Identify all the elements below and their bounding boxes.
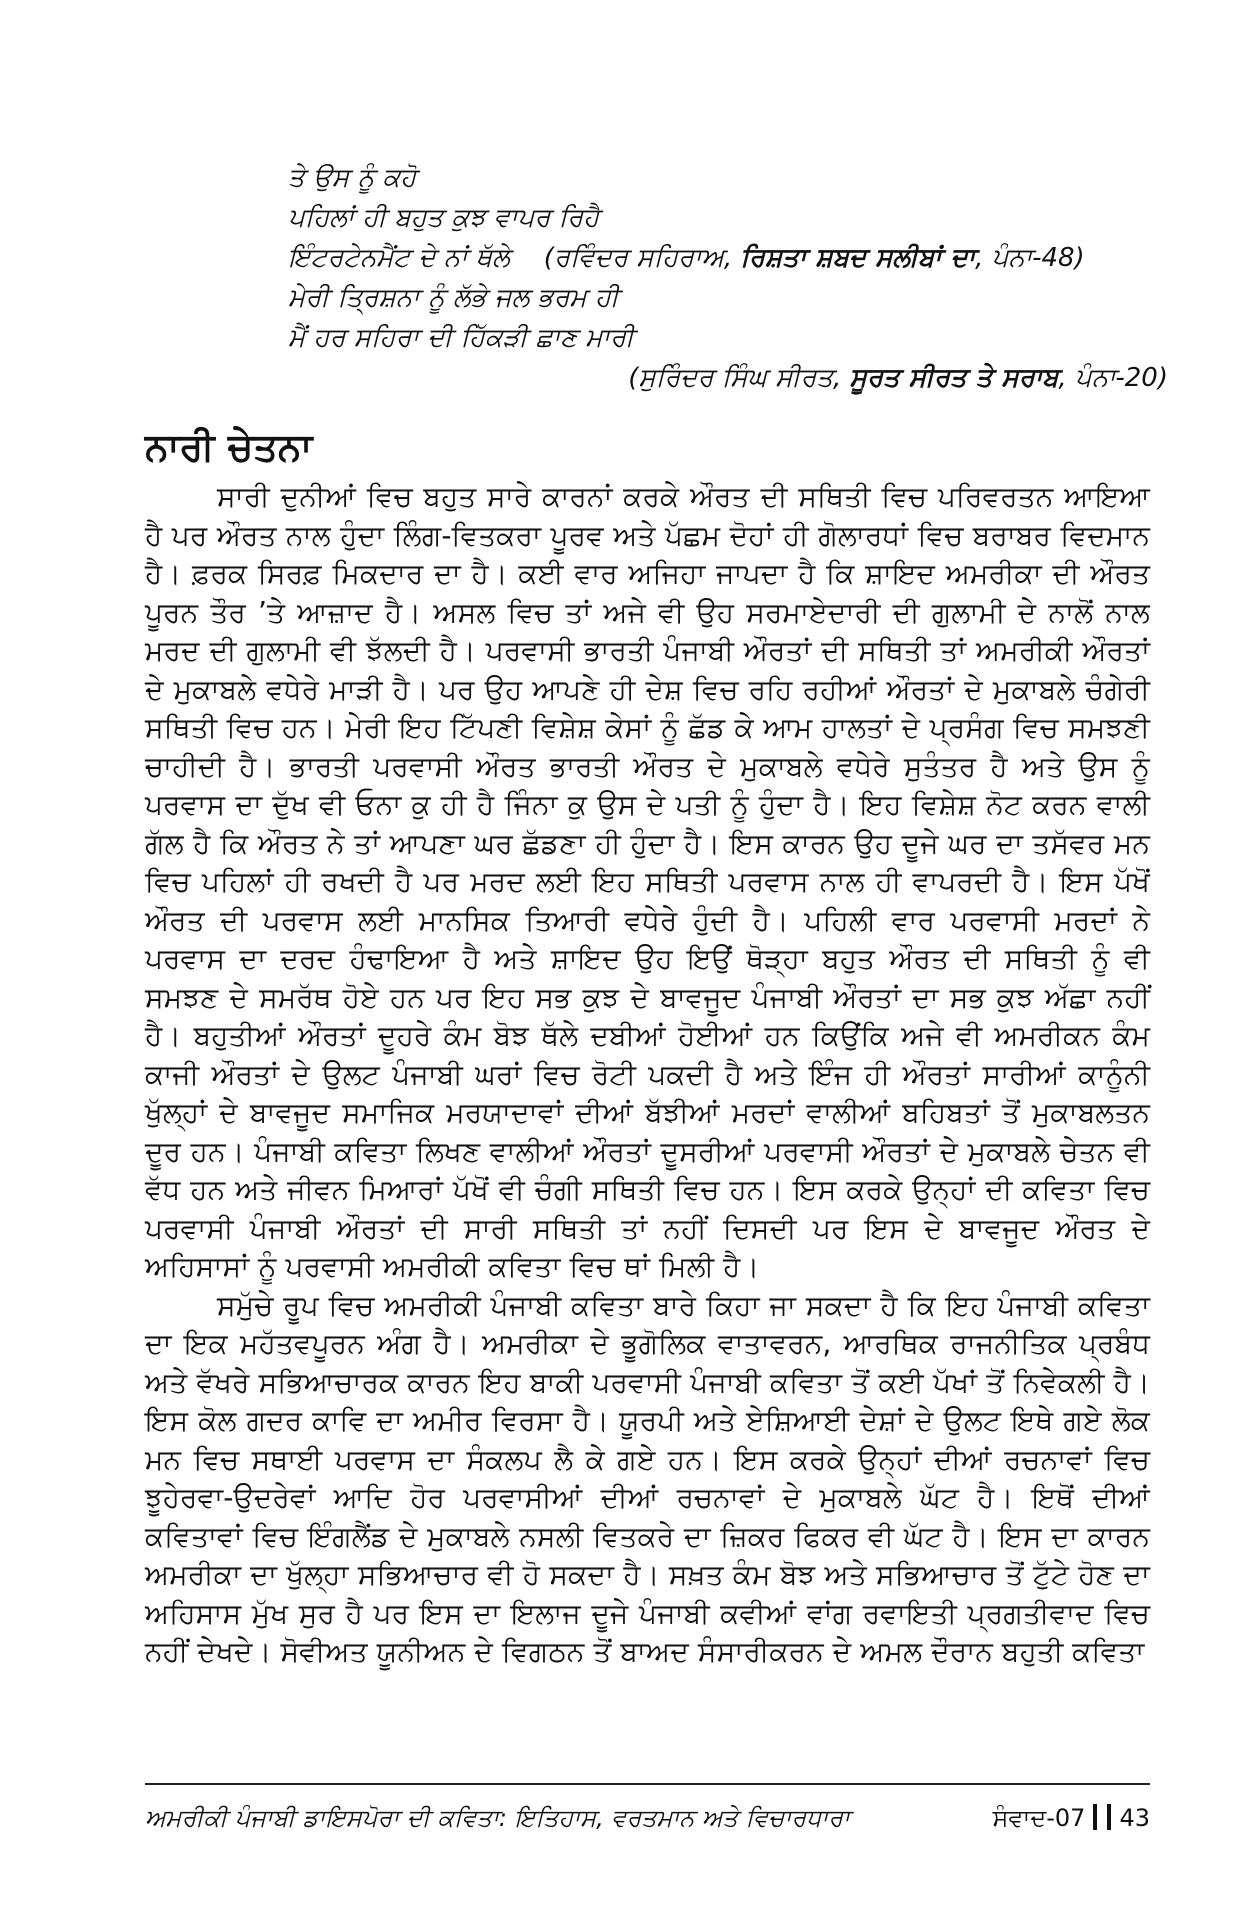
poem-line: ਪਹਿਲਾਂ ਹੀ ਬਹੁਤ ਕੁਝ ਵਾਪਰ ਰਿਹੈ	[288, 203, 600, 233]
citation-surinder-singh-seerat	[288, 358, 1168, 398]
poem-line: ਮੇਰੀ ਤ੍ਰਿਸ਼ਨਾ ਨੂੰ ਲੱਭੇ ਜਲ ਭਰਮ ਹੀ	[288, 283, 619, 313]
citation-author: (ਰਵਿੰਦਰ ਸਹਿਰਾਅ,	[543, 243, 741, 273]
body-paragraph: ਸਮੁੱਚੇ ਰੂਪ ਵਿਚ ਅਮਰੀਕੀ ਪੰਜਾਬੀ ਕਵਿਤਾ ਬਾਰੇ ਕਿਹਾ ਜਾ ਸਕਦਾ ਹੈ ਕਿ ਇਹ ਪੰਜਾਬੀ ਕਵਿਤਾ ਦਾ ਇਕ ਮਹੱਤਵਪੂਰਨ ਅੰਗ ਹੈ। ਅਮਰੀਕਾ ਦੇ ਭੂਗੋਲਿਕ ਵਾਤਾਵਰਨ, ਆਰਥਿਕ ਰਾਜਨੀਤਿਕ ਪ੍ਰਬੰਧ ਅਤੇ ਵੱਖਰੇ ਸਭਿਆਚਾਰਕ ਕਾਰਨ ਇਹ ਬਾਕੀ ਪਰਵਾਸੀ ਪੰਜਾਬੀ ਕਵਿਤਾ ਤੋਂ ਕਈ ਪੱਖਾਂ ਤੋਂ ਨਿਵੇਕਲੀ ਹੈ। ਇਸ ਕੋਲ ਗਦਰ ਕਾਵਿ ਦਾ ਅਮੀਰ ਵਿਰਸਾ ਹੈ। ਯੂਰਪੀ ਅਤੇ ਏਸ਼ਿਆਈ ਦੇਸ਼ਾਂ ਦੇ ਉਲਟ ਇਥੇ ਗਏ ਲੋਕ ਮਨ ਵਿਚ ਸਥਾਈ ਪਰਵਾਸ ਦਾ ਸੰਕਲਪ ਲੈ ਕੇ ਗਏ ਹਨ। ਇਸ ਕਰਕੇ ਉਨ੍ਹਾਂ ਦੀਆਂ ਰਚਨਾਵਾਂ ਵਿਚ ਝੂਹੇਰਵਾ-ਉਦਰੇਵਾਂ ਆਦਿ ਹੋਰ ਪਰਵਾਸੀਆਂ ਦੀਆਂ ਰਚਨਾਵਾਂ ਦੇ ਮੁਕਾਬਲੇ ਘੱਟ ਹੈ। ਇਥੋਂ ਦੀਆਂ ਕਵਿਤਾਵਾਂ ਵਿਚ ਇੰਗਲੈਂਡ ਦੇ ਮੁਕਾਬਲੇ ਨਸਲੀ ਵਿਤਕਰੇ ਦਾ ਜ਼ਿਕਰ ਫਿਕਰ ਵੀ ਘੱਟ ਹੈ। ਇਸ ਦਾ ਕਾਰਨ ਅਮਰੀਕਾ ਦਾ ਖੁੱਲ੍ਹਾ ਸਭਿਆਚਾਰ ਵੀ ਹੋ ਸਕਦਾ ਹੈ। ਸਖ਼ਤ ਕੰਮ ਬੋਝ ਅਤੇ ਸਭਿਆਚਾਰ ਤੋਂ ਟੁੱਟੇ ਹੋਣ ਦਾ ਅਹਿਸਾਸ ਮੁੱਖ ਸੁਰ ਹੈ ਪਰ ਇਸ ਦਾ ਇਲਾਜ ਦੂਜੇ ਪੰਜਾਬੀ ਕਵੀਆਂ ਵਾਂਗ ਰਵਾਇਤੀ ਪ੍ਰਗਤੀਵਾਦ ਵਿਚ ਨਹੀਂ ਦੇਖਦੇ। ਸੋਵੀਅਤ ਯੂਨੀਅਨ ਦੇ ਵਿਗਠਨ ਤੋਂ ਬਾਅਦ ਸੰਸਾਰੀਕਰਨ ਦੇ ਅਮਲ ਦੌਰਾਨ ਬਹੁਤੀ ਕਵਿਤਾ	[145, 1288, 1150, 1668]
section-heading: ਨਾਰੀ ਚੇਤਨਾ	[145, 425, 313, 469]
poem-line-with-citation	[288, 238, 1168, 278]
citation-page: , ਪੰਨਾ-20)	[1058, 363, 1168, 393]
citation-book-title: ਰਿਸ਼ਤਾ ਸ਼ਬਦ ਸਲੀਬਾਂ ਦਾ	[740, 243, 976, 273]
running-title: ਅਮਰੀਕੀ ਪੰਜਾਬੀ ਡਾਇਸਪੋਰਾ ਦੀ ਕਵਿਤਾ: ਇਤਿਹਾਸ, ਵਰਤਮਾਨ ਅਤੇ ਵਿਚਾਰਧਾਰਾ	[145, 1804, 850, 1832]
citation-page: , ਪੰਨਾ-48)	[975, 243, 1085, 273]
footer-issue-and-page	[992, 1798, 1150, 1838]
citation-ravinder-sahiraa	[544, 243, 1085, 273]
citation-author: (ਸੁਰਿੰਦਰ ਸਿੰਘ ਸੀਰਤ,	[628, 363, 850, 393]
poem-line: ਮੈਂ ਹਰ ਸਹਿਰਾ ਦੀ ਹਿੱਕੜੀ ਛਾਣ ਮਾਰੀ	[288, 323, 634, 353]
section-body	[145, 478, 1150, 1672]
separator-bars-icon	[1093, 1804, 1111, 1830]
footer-divider	[145, 1783, 1150, 1785]
page-footer	[145, 1798, 1150, 1838]
page-number: 43	[1119, 1804, 1150, 1832]
citation-book-title: ਸੂਰਤ ਸੀਰਤ ਤੇ ਸਰਾਬ	[849, 363, 1059, 393]
issue-label: ਸੰਵਾਦ-07	[992, 1804, 1086, 1832]
poem-quotation	[288, 158, 1168, 398]
poem-line: ਇੰਟਰਟੇਨਮੈਂਟ ਦੇ ਨਾਂ ਥੱਲੇ	[288, 243, 510, 273]
poem-line: ਤੇ ਉਸ ਨੂੰ ਕਹੋ	[288, 163, 417, 193]
body-paragraph: ਸਾਰੀ ਦੁਨੀਆਂ ਵਿਚ ਬਹੁਤ ਸਾਰੇ ਕਾਰਨਾਂ ਕਰਕੇ ਔਰਤ ਦੀ ਸਥਿਤੀ ਵਿਚ ਪਰਿਵਰਤਨ ਆਇਆ ਹੈ ਪਰ ਔਰਤ ਨਾਲ ਹੁੰਦਾ ਲਿੰਗ-ਵਿਤਕਰਾ ਪੂਰਵ ਅਤੇ ਪੱਛਮ ਦੋਹਾਂ ਹੀ ਗੋਲਾਰਧਾਂ ਵਿਚ ਬਰਾਬਰ ਵਿਦਮਾਨ ਹੈ। ਫ਼ਰਕ ਸਿਰਫ਼ ਮਿਕਦਾਰ ਦਾ ਹੈ। ਕਈ ਵਾਰ ਅਜਿਹਾ ਜਾਪਦਾ ਹੈ ਕਿ ਸ਼ਾਇਦ ਅਮਰੀਕਾ ਦੀ ਔਰਤ ਪੂਰਨ ਤੌਰ ’ਤੇ ਆਜ਼ਾਦ ਹੈ। ਅਸਲ ਵਿਚ ਤਾਂ ਅਜੇ ਵੀ ਉਹ ਸਰਮਾਏਦਾਰੀ ਦੀ ਗੁਲਾਮੀ ਦੇ ਨਾਲੋਂ ਨਾਲ ਮਰਦ ਦੀ ਗੁਲਾਮੀ ਵੀ ਝੱਲਦੀ ਹੈ। ਪਰਵਾਸੀ ਭਾਰਤੀ ਪੰਜਾਬੀ ਔਰਤਾਂ ਦੀ ਸਥਿਤੀ ਤਾਂ ਅਮਰੀਕੀ ਔਰਤਾਂ ਦੇ ਮੁਕਾਬਲੇ ਵਧੇਰੇ ਮਾੜੀ ਹੈ। ਪਰ ਉਹ ਆਪਣੇ ਹੀ ਦੇਸ਼ ਵਿਚ ਰਹਿ ਰਹੀਆਂ ਔਰਤਾਂ ਦੇ ਮੁਕਾਬਲੇ ਚੰਗੇਰੀ ਸਥਿਤੀ ਵਿਚ ਹਨ। ਮੇਰੀ ਇਹ ਟਿੱਪਣੀ ਵਿਸ਼ੇਸ਼ ਕੇਸਾਂ ਨੂੰ ਛੱਡ ਕੇ ਆਮ ਹਾਲਤਾਂ ਦੇ ਪ੍ਰਸੰਗ ਵਿਚ ਸਮਝਣੀ ਚਾਹੀਦੀ ਹੈ। ਭਾਰਤੀ ਪਰਵਾਸੀ ਔਰਤ ਭਾਰਤੀ ਔਰਤ ਦੇ ਮੁਕਾਬਲੇ ਵਧੇਰੇ ਸੁਤੰਤਰ ਹੈ ਅਤੇ ਉਸ ਨੂੰ ਪਰਵਾਸ ਦਾ ਦੁੱਖ ਵੀ ਓਨਾ ਕੁ ਹੀ ਹੈ ਜਿੰਨਾ ਕੁ ਉਸ ਦੇ ਪਤੀ ਨੂੰ ਹੁੰਦਾ ਹੈ। ਇਹ ਵਿਸ਼ੇਸ਼ ਨੋਟ ਕਰਨ ਵਾਲੀ ਗੱਲ ਹੈ ਕਿ ਔਰਤ ਨੇ ਤਾਂ ਆਪਣਾ ਘਰ ਛੱਡਣਾ ਹੀ ਹੁੰਦਾ ਹੈ। ਇਸ ਕਾਰਨ ਉਹ ਦੂਜੇ ਘਰ ਦਾ ਤਸੱਵਰ ਮਨ ਵਿਚ ਪਹਿਲਾਂ ਹੀ ਰਖਦੀ ਹੈ ਪਰ ਮਰਦ ਲਈ ਇਹ ਸਥਿਤੀ ਪਰਵਾਸ ਨਾਲ ਹੀ ਵਾਪਰਦੀ ਹੈ। ਇਸ ਪੱਖੋਂ ਔਰਤ ਦੀ ਪਰਵਾਸ ਲਈ ਮਾਨਸਿਕ ਤਿਆਰੀ ਵਧੇਰੇ ਹੁੰਦੀ ਹੈ। ਪਹਿਲੀ ਵਾਰ ਪਰਵਾਸੀ ਮਰਦਾਂ ਨੇ ਪਰਵਾਸ ਦਾ ਦਰਦ ਹੰਢਾਇਆ ਹੈ ਅਤੇ ਸ਼ਾਇਦ ਉਹ ਇਉਂ ਥੋੜ੍ਹਾ ਬਹੁਤ ਔਰਤ ਦੀ ਸਥਿਤੀ ਨੂੰ ਵੀ ਸਮਝਣ ਦੇ ਸਮਰੱਥ ਹੋਏ ਹਨ ਪਰ ਇਹ ਸਭ ਕੁਝ ਦੇ ਬਾਵਜੂਦ ਪੰਜਾਬੀ ਔਰਤਾਂ ਦਾ ਸਭ ਕੁਝ ਅੱਛਾ ਨਹੀਂ ਹੈ। ਬਹੁਤੀਆਂ ਔਰਤਾਂ ਦੂਹਰੇ ਕੰਮ ਬੋਝ ਥੱਲੇ ਦਬੀਆਂ ਹੋਈਆਂ ਹਨ ਕਿਉਂਕਿ ਅਜੇ ਵੀ ਅਮਰੀਕਨ ਕੰਮ ਕਾਜੀ ਔਰਤਾਂ ਦੇ ਉਲਟ ਪੰਜਾਬੀ ਘਰਾਂ ਵਿਚ ਰੋਟੀ ਪਕਦੀ ਹੈ ਅਤੇ ਇੰਜ ਹੀ ਔਰਤਾਂ ਸਾਰੀਆਂ ਕਾਨੂੰਨੀ ਖੁੱਲ੍ਹਾਂ ਦੇ ਬਾਵਜੂਦ ਸਮਾਜਿਕ ਮਰਯਾਦਾਵਾਂ ਦੀਆਂ ਬੱਝੀਆਂ ਮਰਦਾਂ ਵਾਲੀਆਂ ਬਹਿਬਤਾਂ ਤੋਂ ਮੁਕਾਬਲਤਨ ਦੂਰ ਹਨ। ਪੰਜਾਬੀ ਕਵਿਤਾ ਲਿਖਣ ਵਾਲੀਆਂ ਔਰਤਾਂ ਦੂਸਰੀਆਂ ਪਰਵਾਸੀ ਔਰਤਾਂ ਦੇ ਮੁਕਾਬਲੇ ਚੇਤਨ ਵੀ ਵੱਧ ਹਨ ਅਤੇ ਜੀਵਨ ਮਿਆਰਾਂ ਪੱਖੋਂ ਵੀ ਚੰਗੀ ਸਥਿਤੀ ਵਿਚ ਹਨ। ਇਸ ਕਰਕੇ ਉਨ੍ਹਾਂ ਦੀ ਕਵਿਤਾ ਵਿਚ ਪਰਵਾਸੀ ਪੰਜਾਬੀ ਔਰਤਾਂ ਦੀ ਸਾਰੀ ਸਥਿਤੀ ਤਾਂ ਨਹੀਂ ਦਿਸਦੀ ਪਰ ਇਸ ਦੇ ਬਾਵਜੂਦ ਔਰਤ ਦੇ ਅਹਿਸਾਸਾਂ ਨੂੰ ਪਰਵਾਸੀ ਅਮਰੀਕੀ ਕਵਿਤਾ ਵਿਚ ਥਾਂ ਮਿਲੀ ਹੈ।	[145, 480, 1150, 1283]
